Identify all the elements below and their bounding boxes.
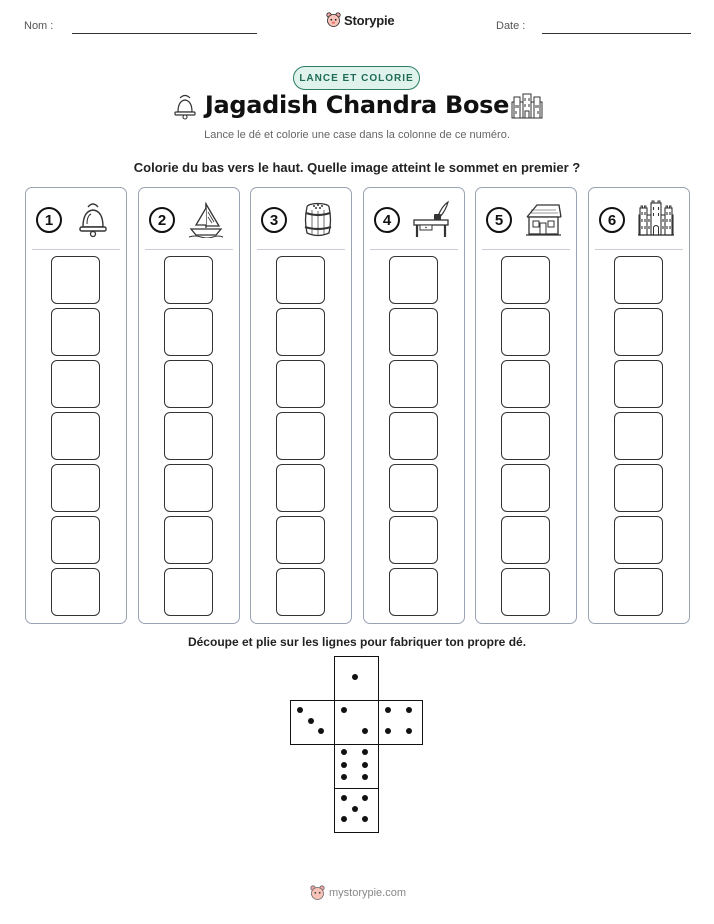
- column-number: 4: [374, 207, 400, 233]
- dice-pip: [318, 728, 324, 734]
- color-box[interactable]: [164, 308, 213, 356]
- subtitle: Lance le dé et colorie une case dans la colonne de ce numéro.: [204, 129, 510, 141]
- dice-pip: [341, 795, 347, 801]
- footer-url: mystorypie.com: [329, 887, 407, 899]
- color-box[interactable]: [276, 464, 325, 512]
- storypie-logo: [326, 12, 394, 28]
- color-box[interactable]: [51, 256, 100, 304]
- color-box[interactable]: [164, 256, 213, 304]
- color-box[interactable]: [614, 516, 663, 564]
- bell-icon: [74, 200, 112, 238]
- color-box[interactable]: [164, 360, 213, 408]
- color-box[interactable]: [389, 360, 438, 408]
- color-box[interactable]: [501, 360, 550, 408]
- color-box[interactable]: [164, 464, 213, 512]
- color-box[interactable]: [501, 568, 550, 616]
- dice-pip: [362, 774, 368, 780]
- name-label: Nom :: [24, 20, 54, 32]
- dice-pip: [362, 795, 368, 801]
- date-label: Date :: [496, 20, 526, 32]
- column-number: 1: [36, 207, 62, 233]
- column-1: [25, 187, 127, 624]
- column-6: [588, 187, 690, 624]
- dice-pip: [341, 749, 347, 755]
- color-box[interactable]: [276, 256, 325, 304]
- color-box[interactable]: [389, 412, 438, 460]
- color-box[interactable]: [51, 360, 100, 408]
- color-box[interactable]: [276, 568, 325, 616]
- color-box[interactable]: [614, 568, 663, 616]
- column-divider: [595, 249, 683, 250]
- dice-pip: [406, 728, 412, 734]
- color-box[interactable]: [164, 412, 213, 460]
- column-number: 5: [486, 207, 512, 233]
- activity-badge: LANCE ET COLORIE: [293, 66, 420, 90]
- color-box[interactable]: [614, 308, 663, 356]
- dice-pip: [352, 674, 358, 680]
- dice-face-5: [334, 788, 379, 833]
- color-box[interactable]: [276, 360, 325, 408]
- column-divider: [370, 249, 458, 250]
- color-box[interactable]: [501, 464, 550, 512]
- column-number: 3: [261, 207, 287, 233]
- column-number: 6: [599, 207, 625, 233]
- instruction-text: Colorie du bas vers le haut. Quelle image atteint le sommet en premier ?: [133, 160, 581, 175]
- dice-pip: [341, 762, 347, 768]
- dice-pip: [362, 749, 368, 755]
- column-2: [138, 187, 240, 624]
- dice-pip: [308, 718, 314, 724]
- footer: [310, 885, 406, 901]
- dice-pip: [352, 806, 358, 812]
- storypie-mascot-icon: [310, 885, 325, 901]
- storypie-mascot-icon: [326, 12, 341, 28]
- color-box[interactable]: [51, 464, 100, 512]
- color-box[interactable]: [501, 412, 550, 460]
- color-box[interactable]: [389, 568, 438, 616]
- column-divider: [145, 249, 233, 250]
- color-box[interactable]: [389, 256, 438, 304]
- dice-pip: [406, 707, 412, 713]
- university-building-icon: [637, 200, 675, 238]
- color-box[interactable]: [389, 516, 438, 564]
- dice-face-1: [334, 656, 379, 701]
- page-title: Jagadish Chandra Bose: [204, 91, 510, 119]
- color-box[interactable]: [501, 256, 550, 304]
- color-box[interactable]: [276, 516, 325, 564]
- date-line[interactable]: [542, 33, 691, 34]
- color-box[interactable]: [51, 516, 100, 564]
- house-icon: [524, 200, 562, 238]
- brand-name: Storypie: [344, 12, 395, 28]
- dice-face-2: [334, 700, 379, 745]
- dice-pip: [362, 762, 368, 768]
- dice-pip: [362, 728, 368, 734]
- color-box[interactable]: [389, 308, 438, 356]
- column-divider: [482, 249, 570, 250]
- color-box[interactable]: [614, 464, 663, 512]
- color-box[interactable]: [501, 308, 550, 356]
- university-building-icon: [510, 92, 544, 120]
- color-box[interactable]: [51, 412, 100, 460]
- color-box[interactable]: [501, 516, 550, 564]
- barrel-icon: [299, 200, 337, 238]
- color-box[interactable]: [164, 516, 213, 564]
- color-box[interactable]: [51, 568, 100, 616]
- sailboat-icon: [187, 200, 225, 238]
- color-box[interactable]: [614, 412, 663, 460]
- dice-pip: [341, 816, 347, 822]
- color-box[interactable]: [164, 568, 213, 616]
- dice-face-4: [378, 700, 423, 745]
- color-box[interactable]: [389, 464, 438, 512]
- color-box[interactable]: [614, 360, 663, 408]
- dice-pip: [385, 707, 391, 713]
- dice-face-6: [334, 744, 379, 789]
- name-line[interactable]: [72, 33, 257, 34]
- desk-quill-icon: [412, 200, 450, 238]
- dice-pip: [385, 728, 391, 734]
- dice-pip: [362, 816, 368, 822]
- column-divider: [257, 249, 345, 250]
- dice-pip: [297, 707, 303, 713]
- color-box[interactable]: [276, 308, 325, 356]
- dice-pip: [341, 707, 347, 713]
- column-divider: [32, 249, 120, 250]
- dice-instruction: Découpe et plie sur les lignes pour fabriquer ton propre dé.: [187, 635, 527, 649]
- color-box[interactable]: [51, 308, 100, 356]
- color-box[interactable]: [276, 412, 325, 460]
- column-number: 2: [149, 207, 175, 233]
- color-box[interactable]: [614, 256, 663, 304]
- dice-face-3: [290, 700, 335, 745]
- column-3: [250, 187, 352, 624]
- column-4: [363, 187, 465, 624]
- column-5: [475, 187, 577, 624]
- dice-pip: [341, 774, 347, 780]
